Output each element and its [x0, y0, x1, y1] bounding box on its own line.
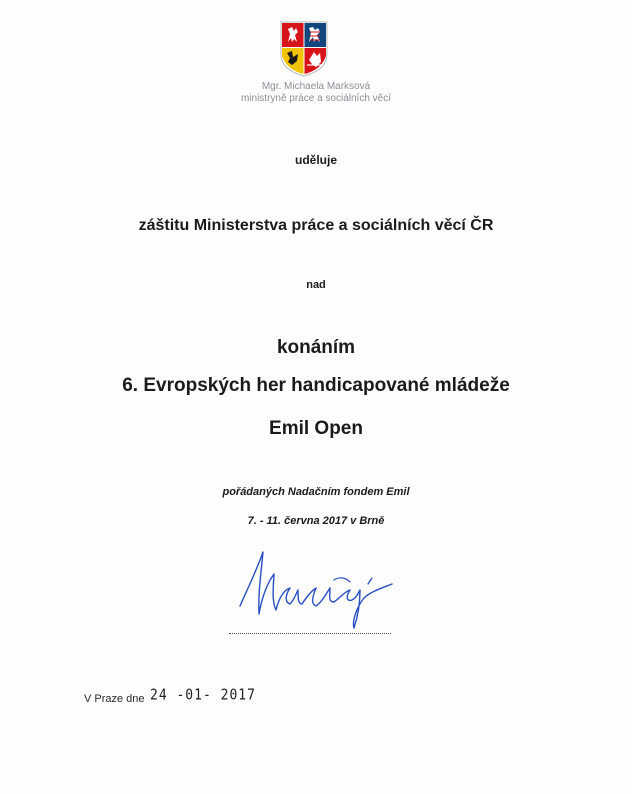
organizer-text: pořádaných Nadačním fondem Emil	[222, 486, 410, 498]
event-name: Emil Open	[269, 418, 363, 439]
over-text: nad	[306, 279, 326, 291]
sender-office: ministryně práce a sociálních věcí	[240, 93, 392, 104]
event-title: 6. Evropských her handicapované mládeže	[122, 375, 510, 396]
holding-text: konáním	[276, 337, 356, 358]
sender-name: Mgr. Michaela Marksová	[261, 81, 371, 92]
date-stamp: 24 -01- 2017	[150, 686, 256, 705]
event-date-place: 7. - 11. června 2017 v Brně	[247, 515, 385, 527]
signature-line	[229, 633, 391, 634]
place-label: V Praze dne	[84, 693, 145, 705]
handwritten-signature	[232, 544, 402, 634]
grants-text: uděluje	[294, 153, 337, 167]
patronage-heading: záštitu Ministerstva práce a sociálních věcí ČR	[138, 217, 494, 234]
czech-state-emblem-icon	[279, 20, 329, 78]
